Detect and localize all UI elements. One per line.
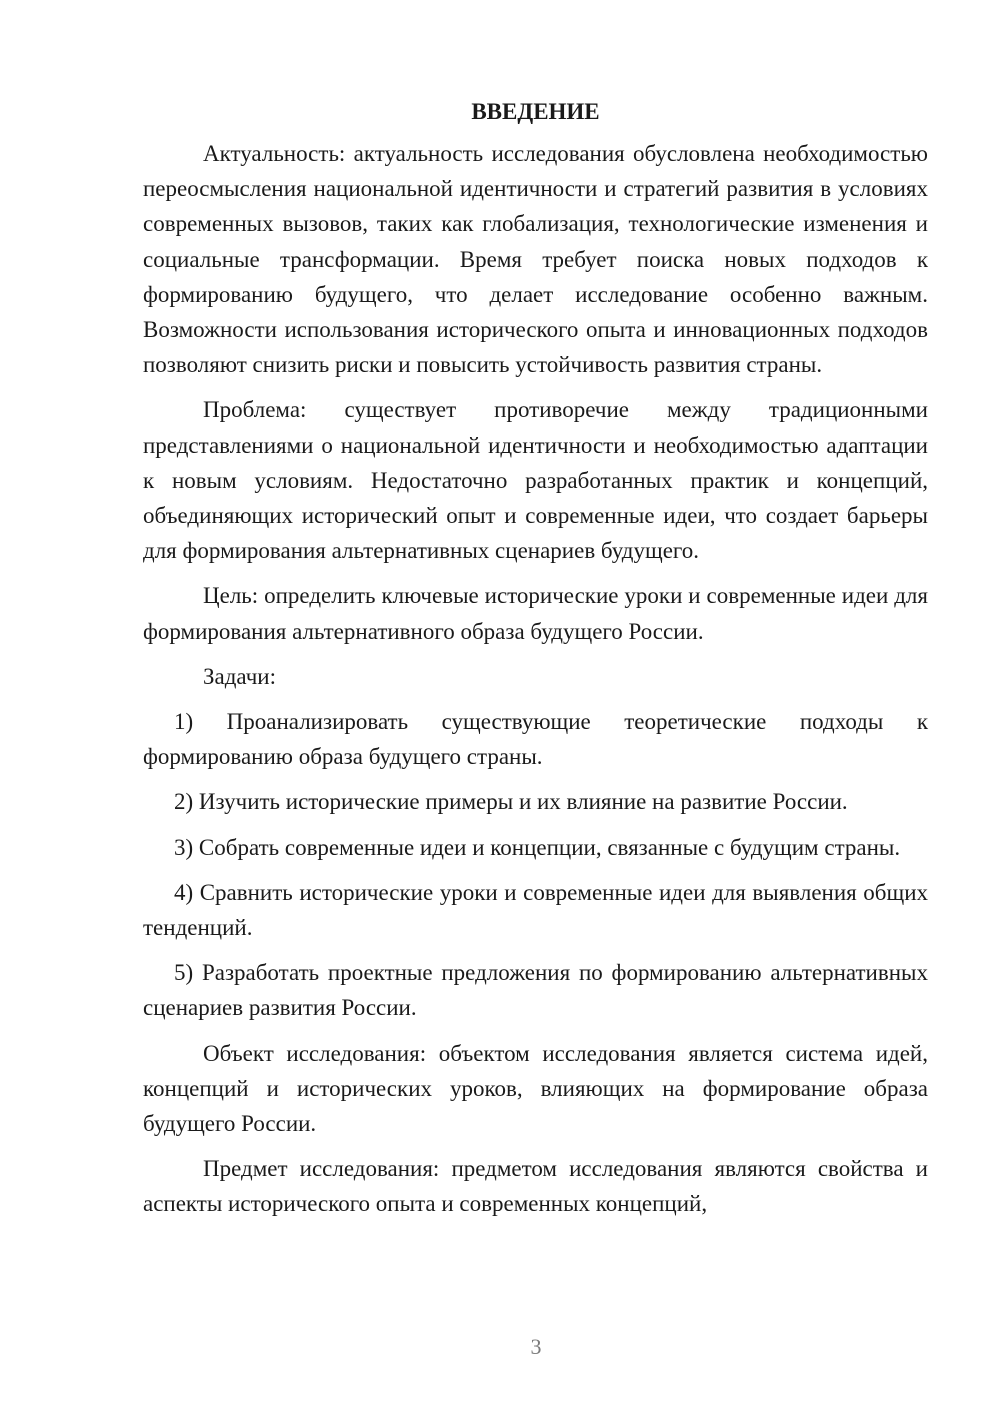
page-number: 3 bbox=[530, 1334, 542, 1359]
task-item-1: 1) Проанализировать существующие теоретические подходы к формированию образа будущего страны. bbox=[143, 709, 928, 770]
problem-paragraph: Проблема: существует противоречие между традиционными представлениями о национальной идентичности и необходимостью адаптации к новым условиям. Недостаточно разработанных практик и концепций, объединяющих исторический опыт и современные идеи, что создает барьеры для формирования альтернативных сценариев будущего. bbox=[143, 397, 928, 564]
page-body bbox=[143, 96, 928, 1232]
object-paragraph: Объект исследования: объектом исследования является система идей, концепций и исторических уроков, влияющих на формирование образа будущего России. bbox=[143, 1040, 928, 1137]
task-item-5: 5) Разработать проектные предложения по формированию альтернативных сценариев развития России. bbox=[143, 960, 928, 1021]
goal-paragraph: Цель: определить ключевые исторические уроки и современные идеи для формирования альтернативного образа будущего России. bbox=[143, 583, 928, 644]
relevance-paragraph: Актуальность: актуальность исследования обусловлена необходимостью переосмысления национальной идентичности и стратегий развития в условиях современных вызовов, таких как глобализация, технологические изменения и социальные трансформации. Время требует поиска новых подходов к формированию будущего, что делает исследование особенно важным. Возможности использования исторического опыта и инновационных подходов позволяют снизить риски и повысить устойчивость развития страны. bbox=[143, 141, 928, 378]
task-item-4: 4) Сравнить исторические уроки и современные идеи для выявления общих тенденций. bbox=[143, 879, 928, 941]
task-item-2: 2) Изучить исторические примеры и их влияние на развитие России. bbox=[174, 789, 848, 815]
subject-paragraph: Предмет исследования: предметом исследования являются свойства и аспекты исторического опыта и современных концепций, bbox=[143, 1156, 928, 1217]
tasks-label: Задачи: bbox=[203, 663, 276, 689]
section-title: ВВЕДЕНИЕ bbox=[471, 99, 600, 124]
task-item-3: 3) Собрать современные идеи и концепции, связанные с будущим страны. bbox=[174, 834, 901, 860]
